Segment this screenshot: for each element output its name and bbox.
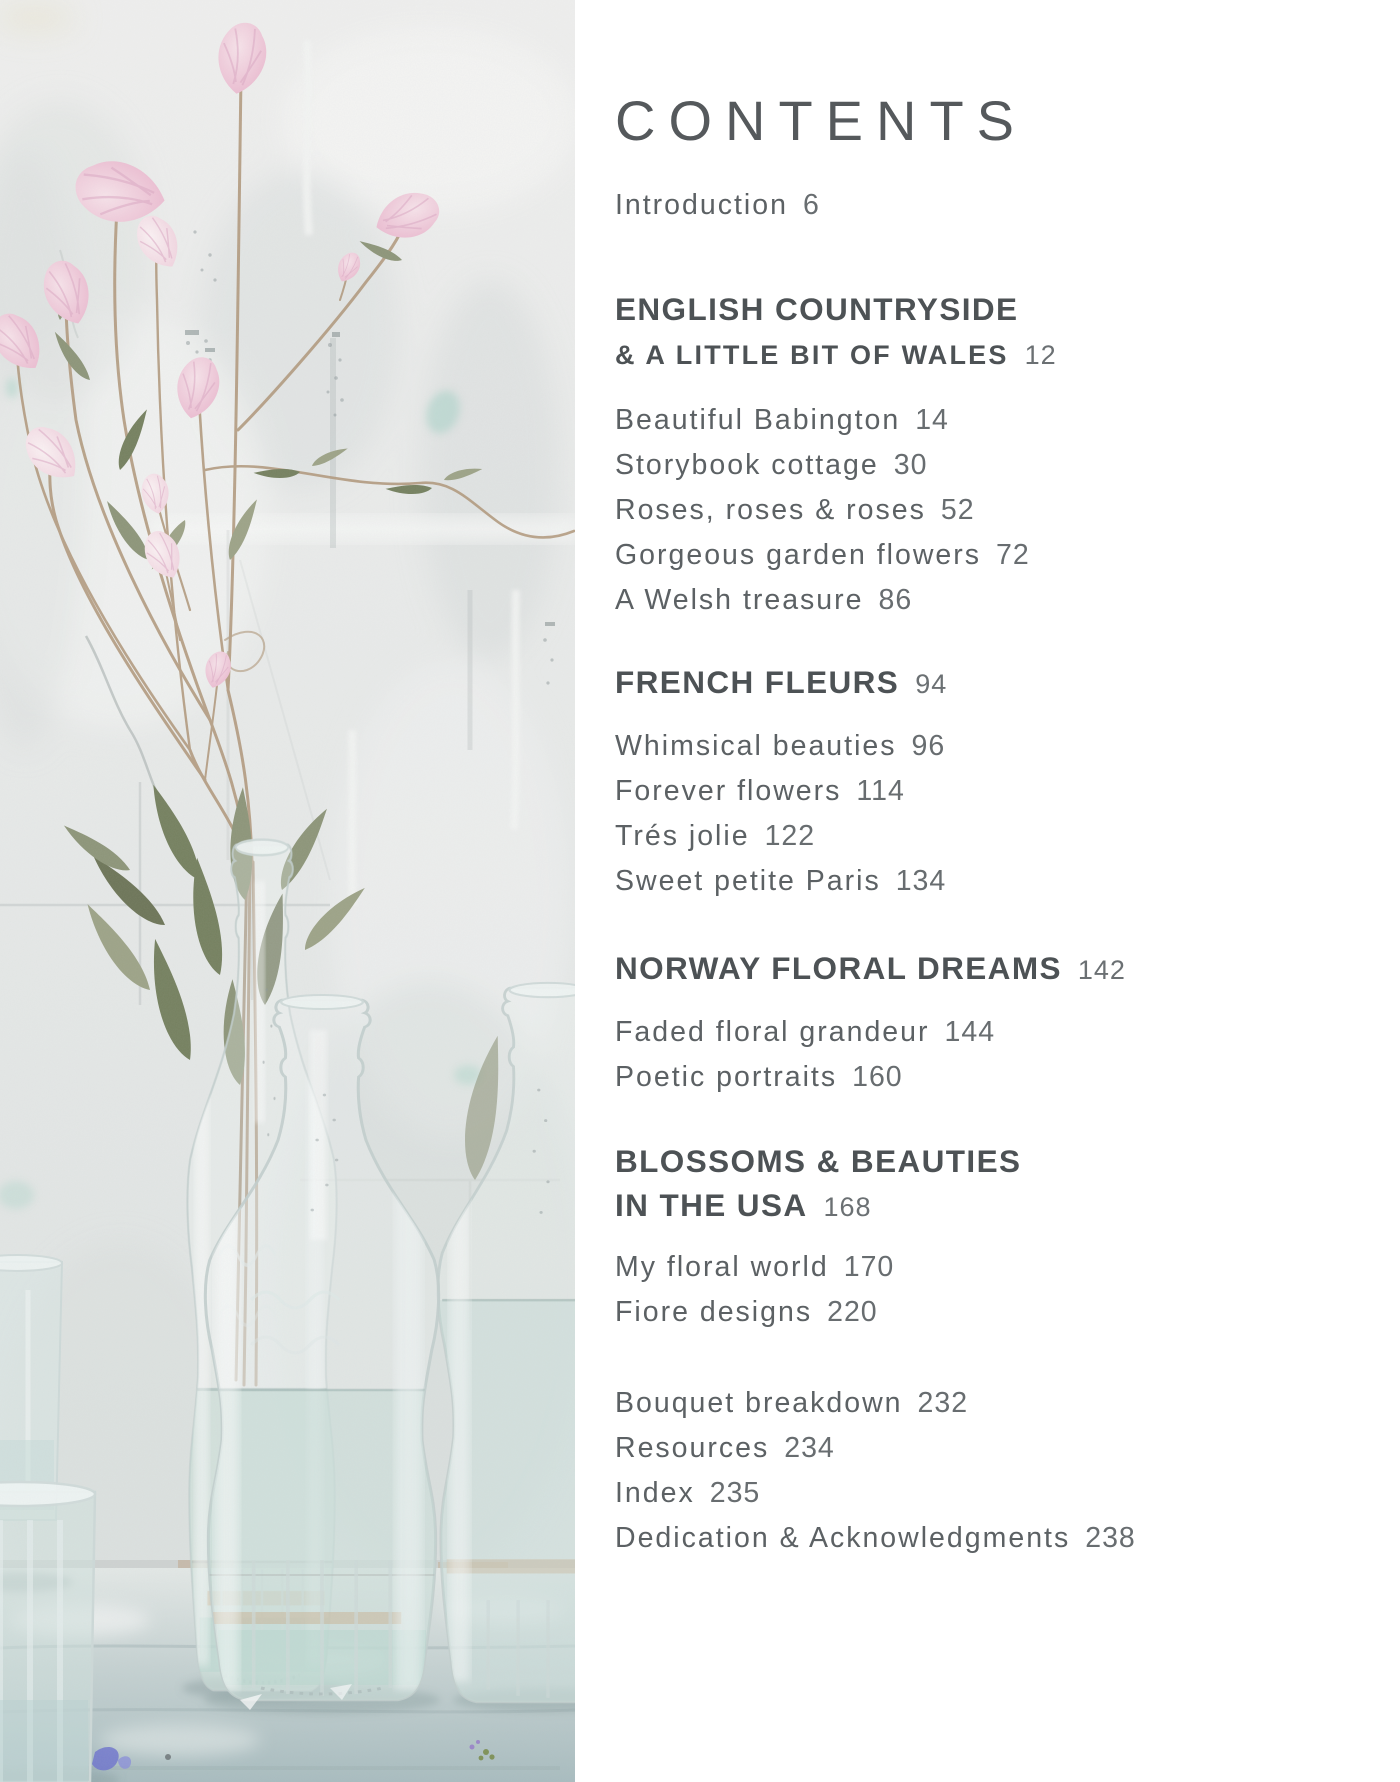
entry-page-number: 14 bbox=[915, 404, 949, 436]
toc-entry-back-matter bbox=[615, 1477, 760, 1510]
entry-label: Resources bbox=[615, 1432, 770, 1464]
entry-label: Dedication & Acknowledgments bbox=[615, 1522, 1071, 1554]
entry-label: Introduction bbox=[615, 189, 788, 221]
toc-entry bbox=[615, 449, 927, 482]
entry-label: Whimsical beauties bbox=[615, 730, 897, 762]
toc-entry bbox=[615, 730, 945, 763]
entry-label: Trés jolie bbox=[615, 820, 750, 852]
entry-page-number: 160 bbox=[852, 1061, 903, 1093]
heading-label: NORWAY FLORAL DREAMS bbox=[615, 950, 1062, 986]
entry-label: Roses, roses & roses bbox=[615, 494, 926, 526]
entry-page-number: 238 bbox=[1085, 1522, 1136, 1554]
entry-page-number: 234 bbox=[784, 1432, 835, 1464]
entry-page-number: 52 bbox=[940, 494, 975, 526]
entry-page-number: 86 bbox=[878, 584, 913, 616]
entry-label: Storybook cottage bbox=[615, 449, 879, 481]
entry-label: Index bbox=[615, 1477, 695, 1509]
toc-entry-back-matter bbox=[615, 1387, 968, 1420]
entry-page-number: 235 bbox=[709, 1477, 761, 1509]
entry-label: Gorgeous garden flowers bbox=[615, 539, 982, 571]
section-page-number: 142 bbox=[1077, 955, 1126, 985]
entry-label: Bouquet breakdown bbox=[615, 1387, 903, 1419]
grain-overlay bbox=[0, 0, 575, 1782]
toc-entry bbox=[615, 404, 949, 437]
entry-page-number: 170 bbox=[843, 1251, 895, 1283]
toc-entry bbox=[615, 1061, 903, 1094]
entry-page-number: 72 bbox=[996, 539, 1030, 571]
entry-page-number: 6 bbox=[802, 189, 820, 221]
entry-page-number: 232 bbox=[917, 1387, 969, 1419]
photo-illustration bbox=[0, 0, 575, 1782]
section-subheading-wales bbox=[615, 340, 1057, 371]
entry-label: A Welsh treasure bbox=[615, 584, 864, 616]
entry-label: Fiore designs bbox=[615, 1296, 813, 1328]
entry-label: Forever flowers bbox=[615, 775, 842, 807]
table-of-contents bbox=[615, 0, 1385, 1782]
section-heading-in-the-usa bbox=[615, 1187, 872, 1224]
entry-label: Poetic portraits bbox=[615, 1061, 838, 1093]
page-title: CONTENTS bbox=[615, 89, 1027, 152]
section-page-number: 168 bbox=[823, 1192, 872, 1222]
toc-entry bbox=[615, 820, 815, 853]
toc-entry bbox=[615, 1251, 894, 1284]
entry-page-number: 134 bbox=[895, 865, 947, 897]
entry-label: Beautiful Babington bbox=[615, 404, 901, 436]
section-heading-french-fleurs bbox=[615, 664, 947, 701]
entry-page-number: 30 bbox=[893, 449, 928, 481]
toc-entry bbox=[615, 1016, 995, 1049]
section-page-number: 94 bbox=[915, 669, 948, 699]
toc-entry-back-matter bbox=[615, 1432, 835, 1465]
toc-entry bbox=[615, 1296, 878, 1329]
entry-page-number: 96 bbox=[911, 730, 946, 762]
toc-entry bbox=[615, 865, 946, 898]
section-heading-norway-floral-dreams bbox=[615, 950, 1126, 987]
entry-page-number: 122 bbox=[764, 820, 816, 852]
section-heading-english-countryside: ENGLISH COUNTRYSIDE bbox=[615, 291, 1019, 327]
toc-entry bbox=[615, 584, 912, 617]
entry-page-number: 114 bbox=[856, 775, 905, 807]
toc-entry bbox=[615, 775, 905, 808]
entry-label: Faded floral grandeur bbox=[615, 1016, 930, 1048]
toc-entry bbox=[615, 539, 1030, 572]
subheading-label: & A LITTLE BIT OF WALES bbox=[615, 340, 1009, 370]
section-page-number: 12 bbox=[1024, 340, 1057, 370]
entry-page-number: 220 bbox=[827, 1296, 878, 1328]
toc-entry-introduction bbox=[615, 189, 820, 222]
heading-label: FRENCH FLEURS bbox=[615, 664, 900, 700]
heading-label: IN THE USA bbox=[615, 1187, 808, 1223]
entry-label: Sweet petite Paris bbox=[615, 865, 881, 897]
cover-photo bbox=[0, 0, 575, 1782]
entry-page-number: 144 bbox=[944, 1016, 996, 1048]
toc-entry bbox=[615, 494, 975, 527]
toc-entry-back-matter bbox=[615, 1522, 1136, 1555]
entry-label: My floral world bbox=[615, 1251, 829, 1283]
section-heading-blossoms-beauties: BLOSSOMS & BEAUTIES bbox=[615, 1143, 1022, 1179]
